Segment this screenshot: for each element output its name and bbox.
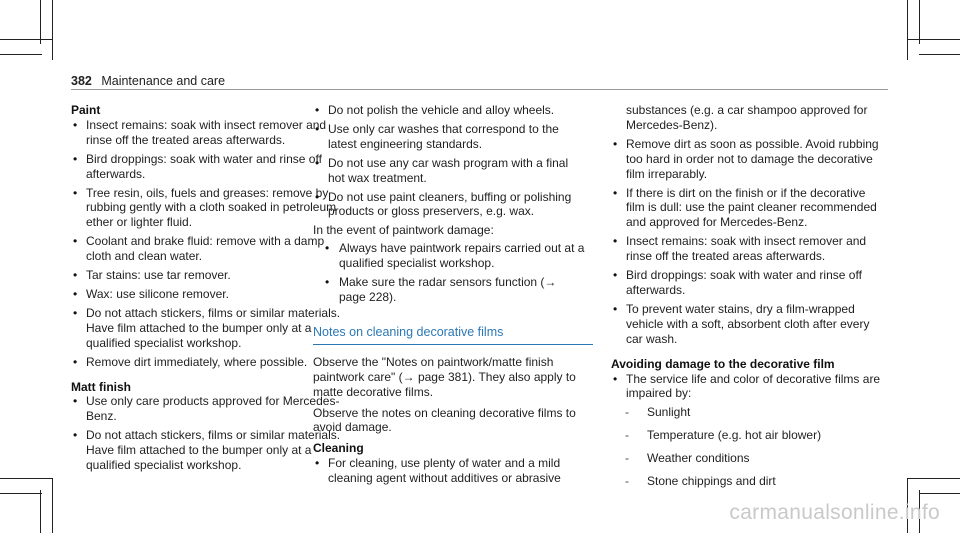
- care-list: [313, 103, 585, 219]
- matt-finish-heading: Matt finish: [71, 379, 131, 394]
- continuation-text: substances (e.g. a car shampoo approved for Mercedes-Benz).: [626, 103, 868, 132]
- list-item: • Do not use any car wash program with a final hot wax treatment.: [313, 156, 585, 186]
- list-item: • Do not polish the vehicle and alloy wheels.: [313, 103, 585, 118]
- matt-finish-list: [71, 394, 343, 473]
- list-item: - Stone chippings and dirt: [611, 474, 883, 489]
- list-item: • To prevent water stains, dry a film-wrapped vehicle with a soft, absorbent cloth after every car wash.: [611, 302, 883, 347]
- paint-heading: Paint: [71, 103, 101, 117]
- crop-mark: [40, 0, 41, 44]
- list-item: • Remove dirt as soon as possible. Avoid rubbing too hard in order not to damage the decorative film irreparably.: [611, 137, 883, 182]
- list-item: • Always have paintwork repairs carried out at a qualified specialist workshop.: [313, 241, 585, 271]
- list-item: • For cleaning, use plenty of water and a mild cleaning agent without additives or abrasive: [313, 456, 585, 486]
- page-number: 382: [71, 74, 92, 88]
- list-item: • Use only car washes that correspond to the latest engineering standards.: [313, 122, 585, 152]
- crop-mark: [908, 39, 960, 40]
- list-item: • Coolant and brake fluid: remove with a damp cloth and clean water.: [71, 234, 343, 264]
- list-item: • Tar stains: use tar remover.: [71, 268, 343, 283]
- paint-list: [71, 118, 343, 370]
- crop-mark: [0, 39, 52, 40]
- list-item: • If there is dirt on the finish or if the decorative film is dull: use the paint cleaner recommended and approved for Mercedes-Benz.: [611, 186, 883, 231]
- avoid-damage-list: [611, 372, 883, 402]
- list-item: • Do not attach stickers, films or similar materials. Have film attached to the bumper only at a qualified specialist workshop.: [71, 428, 343, 473]
- crop-mark: [0, 493, 42, 494]
- decorative-film-list: [611, 137, 883, 347]
- list-item: - Sunlight: [611, 405, 883, 420]
- observe-paragraph: Observe the "Notes on paintwork/matte finish paintwork care" (→ page 381). They also apply to matte decorative films.: [313, 354, 576, 399]
- crop-mark: [907, 0, 908, 60]
- list-item: • Use only care products approved for Mercedes-Benz.: [71, 394, 343, 424]
- list-item: • Tree resin, oils, fuels and greases: remove by rubbing gently with a cloth soaked in petroleum ether or lighter fluid.: [71, 186, 343, 231]
- crop-mark: [52, 478, 53, 533]
- list-item: • Insect remains: soak with insect remover and rinse off the treated areas afterwards.: [611, 234, 883, 264]
- list-item: • Do not use paint cleaners, buffing or polishing products or gloss preservers, e.g. wax.: [313, 190, 585, 220]
- list-item: • Remove dirt immediately, where possible.: [71, 355, 343, 370]
- crop-mark: [919, 54, 960, 55]
- impair-list: [611, 405, 883, 489]
- crop-mark: [919, 0, 920, 44]
- cleaning-list: [313, 456, 585, 486]
- section-title: Notes on cleaning decorative films: [313, 325, 593, 345]
- column-right: [611, 103, 883, 497]
- crop-mark: [908, 478, 960, 479]
- avoid-damage-heading: Avoiding damage to the decorative film: [611, 356, 835, 371]
- list-item: • Insect remains: soak with insect remover and rinse off the treated areas afterwards.: [71, 118, 343, 148]
- crop-mark: [40, 490, 41, 533]
- header-rule: [71, 89, 888, 90]
- crop-mark: [0, 478, 52, 479]
- page-header: [71, 74, 225, 88]
- list-item: • The service life and color of decorative films are impaired by:: [611, 372, 883, 402]
- crop-mark: [919, 493, 960, 494]
- continuation-list: [611, 103, 883, 133]
- list-item: - Weather conditions: [611, 451, 883, 466]
- list-item: • Bird droppings: soak with water and rinse off afterwards.: [611, 268, 883, 298]
- observe-paragraph: Observe the notes on cleaning decorative films to avoid damage.: [313, 405, 576, 435]
- damage-intro: In the event of paintwork damage:: [313, 223, 494, 238]
- list-item: • Wax: use silicone remover.: [71, 287, 343, 302]
- crop-mark: [52, 0, 53, 60]
- cleaning-heading: Cleaning: [313, 441, 364, 456]
- chapter-title: Maintenance and care: [101, 74, 226, 88]
- list-item: • Do not attach stickers, films or similar materials. Have film attached to the bumper only at a qualified specialist workshop.: [71, 306, 343, 351]
- list-item: • Make sure the radar sensors function (→ page 228).: [313, 275, 585, 305]
- column-middle: [313, 103, 585, 490]
- damage-list: [313, 241, 585, 305]
- list-item: • Bird droppings: soak with water and rinse off afterwards.: [71, 152, 343, 182]
- crop-mark: [0, 54, 42, 55]
- watermark: carmanualsonline.info: [729, 501, 940, 524]
- list-item: - Temperature (e.g. hot air blower): [611, 428, 883, 443]
- column-left: [71, 103, 343, 477]
